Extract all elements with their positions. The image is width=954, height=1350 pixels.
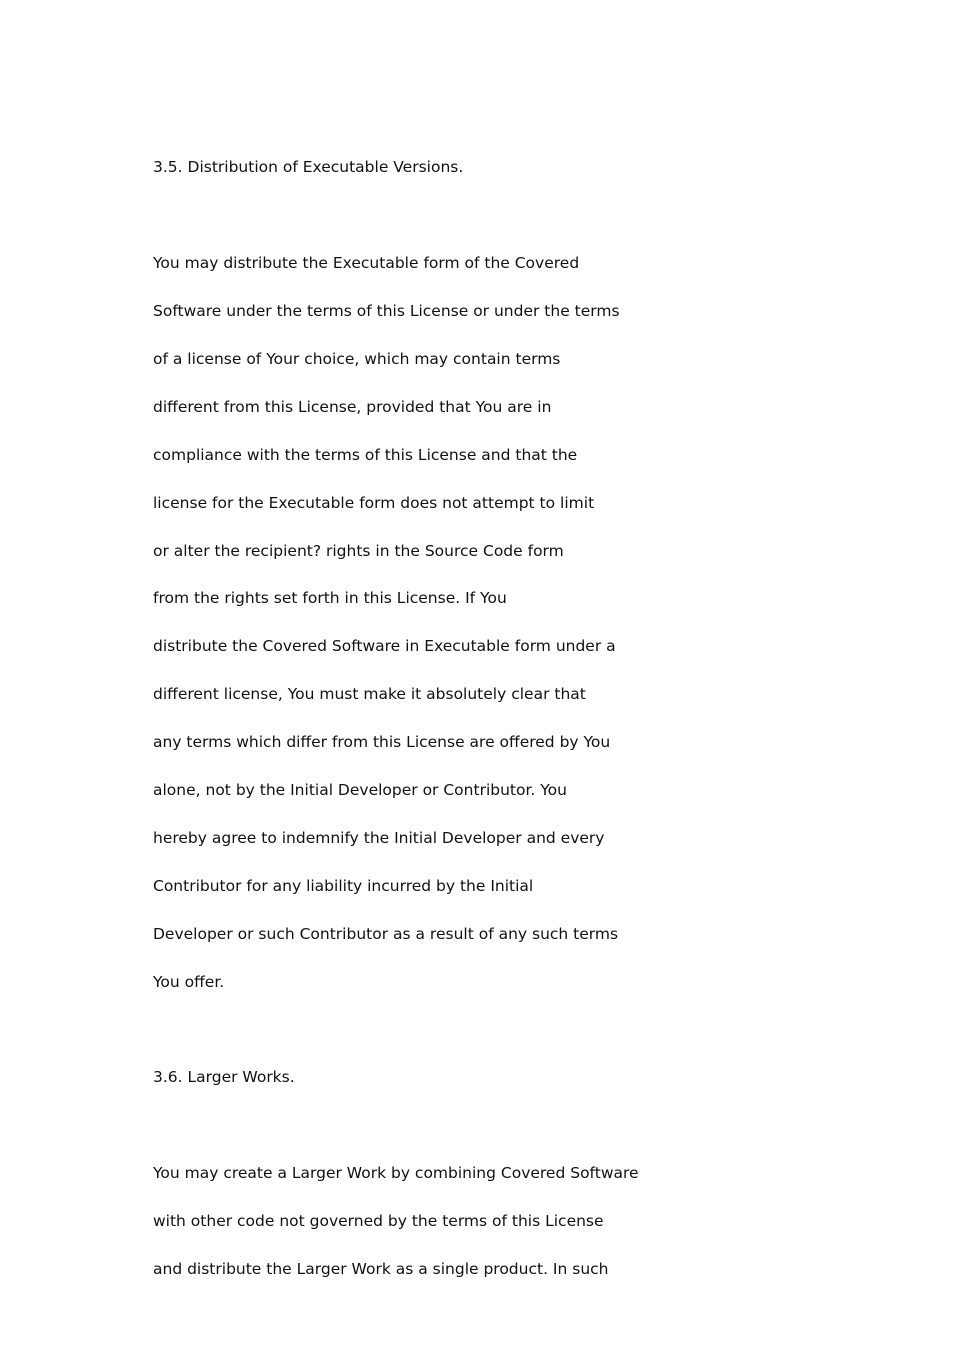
paragraph-line: from the rights set forth in this License. If You	[153, 589, 507, 607]
section-heading-3-5: 3.5. Distribution of Executable Versions.	[153, 158, 464, 176]
paragraph-line: alone, not by the Initial Developer or Contributor. You	[153, 781, 567, 799]
paragraph-line: You offer.	[153, 973, 225, 991]
paragraph-line: Software under the terms of this License or under the terms	[153, 302, 620, 320]
paragraph-line: or alter the recipient? rights in the Source Code form	[153, 542, 564, 560]
paragraph-line: with other code not governed by the terms of this License	[153, 1212, 604, 1230]
paragraph-line: different license, You must make it absolutely clear that	[153, 685, 586, 703]
paragraph-line: of a license of Your choice, which may contain terms	[153, 350, 561, 368]
paragraph-line: distribute the Covered Software in Executable form under a	[153, 637, 616, 655]
paragraph-line: Developer or such Contributor as a result of any such terms	[153, 925, 619, 943]
paragraph-line: different from this License, provided that You are in	[153, 398, 552, 416]
paragraph-line: and distribute the Larger Work as a single product. In such	[153, 1260, 609, 1278]
paragraph-line: You may create a Larger Work by combining Covered Software	[153, 1164, 639, 1182]
paragraph-line: You may distribute the Executable form of the Covered	[153, 254, 580, 272]
section-heading-3-6: 3.6. Larger Works.	[153, 1068, 295, 1086]
paragraph-line: hereby agree to indemnify the Initial Developer and every	[153, 829, 605, 847]
paragraph-line: any terms which differ from this License are offered by You	[153, 733, 611, 751]
paragraph-line: Contributor for any liability incurred by the Initial	[153, 877, 534, 895]
paragraph-line: compliance with the terms of this License and that the	[153, 446, 578, 464]
paragraph-line: license for the Executable form does not attempt to limit	[153, 494, 595, 512]
